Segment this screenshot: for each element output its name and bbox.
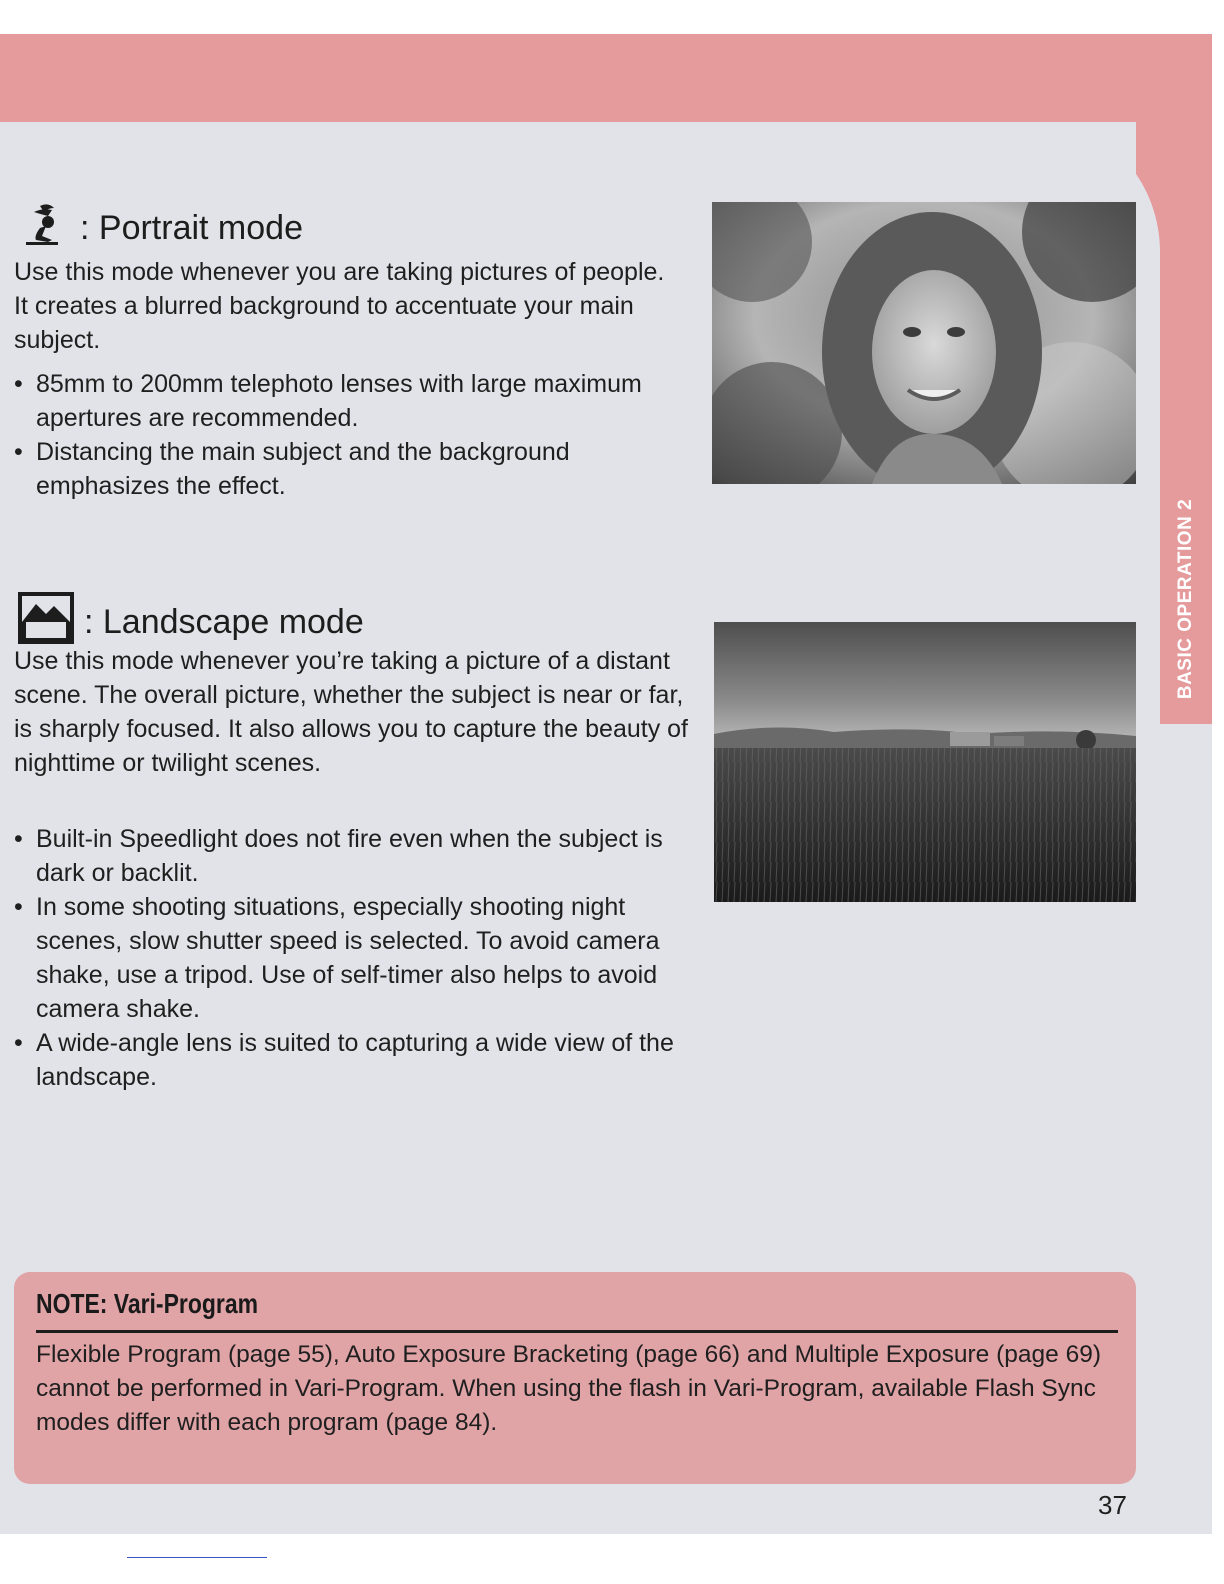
- manual-page: [0, 34, 1212, 1534]
- section-tab-label-wrap: [1160, 474, 1212, 724]
- portrait-title: : Portrait mode: [80, 209, 303, 247]
- section-tab-label: BASIC OPERATION 2: [1175, 498, 1196, 700]
- note-box: [14, 1272, 1136, 1484]
- note-title: NOTE: Vari-Program: [36, 1288, 259, 1319]
- portrait-mode-icon: [18, 202, 70, 255]
- portrait-heading: [18, 202, 303, 255]
- portrait-bullets: [14, 367, 674, 503]
- list-item: • Distancing the main subject and the background emphasizes the effect.: [14, 435, 674, 503]
- list-item: • 85mm to 200mm telephoto lenses with large maximum apertures are recommended.: [14, 367, 674, 435]
- list-item: • A wide-angle lens is suited to capturing a wide view of the landscape.: [14, 1026, 694, 1094]
- footer-divider: [127, 1557, 267, 1558]
- portrait-photo: [712, 202, 1136, 484]
- header-band: [0, 34, 1212, 122]
- page-number: 37: [1098, 1490, 1127, 1520]
- note-divider: [36, 1330, 1118, 1333]
- list-item: • Built-in Speedlight does not fire even when the subject is dark or backlit.: [14, 822, 694, 890]
- landscape-body: Use this mode whenever you’re taking a picture of a distant scene. The overall picture, whether the subject is near or far, is sharply focused. It also allows you to capture the beauty of nighttime or twilight scenes.: [14, 647, 688, 777]
- landscape-title: : Landscape mode: [84, 603, 364, 641]
- landscape-bullets: [14, 822, 694, 1094]
- note-body: Flexible Program (page 55), Auto Exposure Bracketing (page 66) and Multiple Exposure (page 69) cannot be performed in Vari-Program. When using the flash in Vari-Program, available Flash Sync modes differ with each program (page 84).: [36, 1341, 1101, 1436]
- landscape-photo: [714, 622, 1136, 902]
- list-item: • In some shooting situations, especially shooting night scenes, slow shutter speed is selected. To avoid camera shake, use a tripod. Use of self-timer also helps to avoid camera shake.: [14, 890, 694, 1026]
- portrait-body: Use this mode whenever you are taking pictures of people. It creates a blurred background to accentuate your main subject.: [14, 258, 665, 354]
